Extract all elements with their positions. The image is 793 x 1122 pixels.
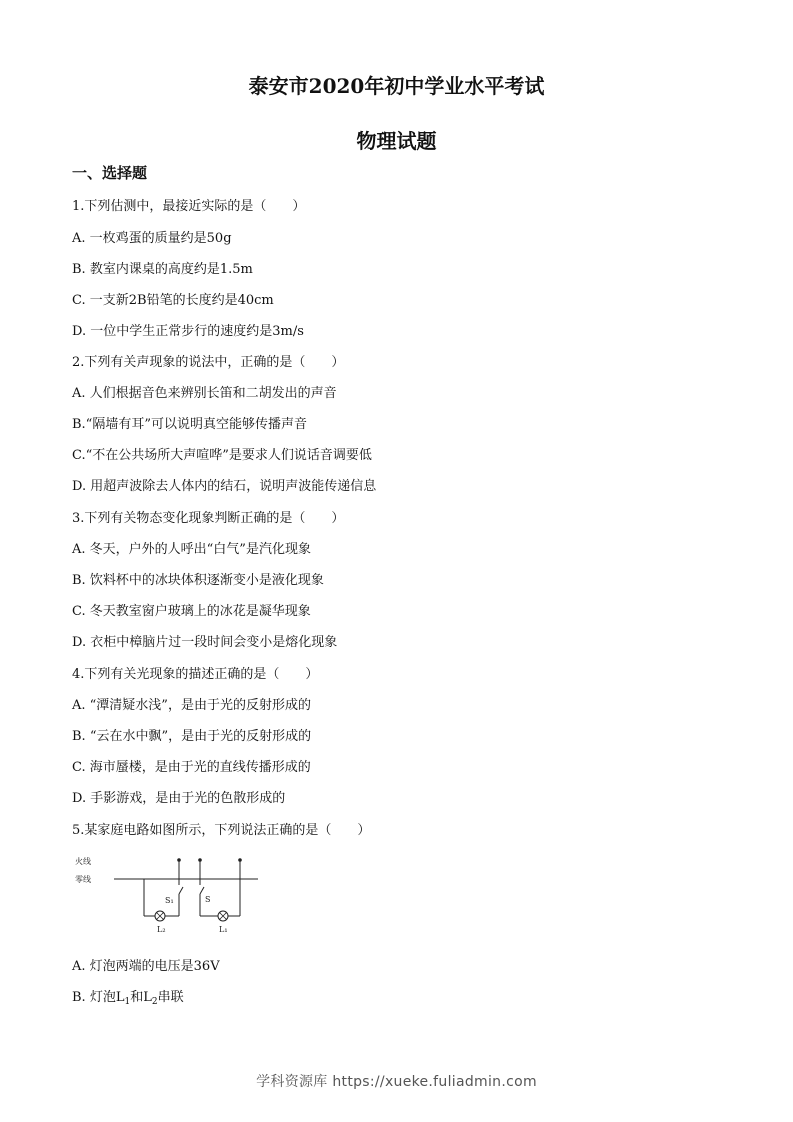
switch-s1-icon [179,887,183,894]
question-4-option-b: B. “云在水中飘”，是由于光的反射形成的 [72,729,312,744]
question-1-option-d: D. 一位中学生正常步行的速度约是3m/s [72,324,304,339]
question-3-option-d: D. 衣柜中樟脑片过一段时间会变小是熔化现象 [72,635,338,650]
fire-wire-label: 火线 [75,857,91,866]
terminal-dot-2 [198,858,202,862]
question-3-option-c: C. 冬天教室窗户玻璃上的冰花是凝华现象 [72,604,311,619]
footer-watermark: 学科资源库 https://xueke.fuliadmin.com [256,1074,537,1090]
document-title: 泰安市2020年初中学业水平考试 [248,74,545,98]
question-2-stem: 2.下列有关声现象的说法中，正确的是（ ） [72,355,345,370]
question-3-stem: 3.下列有关物态变化现象判断正确的是（ ） [72,511,345,526]
question-3-option-a: A. 冬天，户外的人呼出“白气”是汽化现象 [72,542,311,557]
question-4-option-c: C. 海市蜃楼，是由于光的直线传播形成的 [72,760,311,775]
neutral-wire-label: 零线 [75,875,91,884]
switch-s1-label: S₁ [165,896,174,905]
switch-s-icon [200,887,204,894]
lamp-l1-label: L₁ [219,925,228,934]
terminal-dot-1 [177,858,181,862]
question-5-option-a: A. 灯泡两端的电压是36V [72,959,220,974]
question-4-option-d: D. 手影游戏，是由于光的色散形成的 [72,791,286,806]
question-4-stem: 4.下列有关光现象的描述正确的是（ ） [72,667,319,682]
switch-s-label: S [205,895,211,904]
lamp-l2-label: L₂ [157,925,166,934]
question-2-option-b: B.“隔墙有耳”可以说明真空能够传播声音 [72,417,307,432]
question-2-option-a: A. 人们根据音色来辨别长笛和二胡发出的声音 [72,386,337,401]
question-5-stem: 5.某家庭电路如图所示，下列说法正确的是（ ） [72,823,371,838]
question-2-option-c: C.“不在公共场所大声喧哗”是要求人们说话音调要低 [72,448,372,463]
question-4-option-a: A. “潭清疑水浅”，是由于光的反射形成的 [72,698,311,713]
section-heading: 一、选择题 [72,164,148,182]
terminal-dot-3 [238,858,242,862]
question-1-stem: 1.下列估测中，最接近实际的是（ ） [72,199,306,214]
question-3-option-b: B. 饮料杯中的冰块体积逐渐变小是液化现象 [72,573,324,588]
question-1-option-b: B. 教室内课桌的高度约是1.5m [72,262,253,277]
circuit-diagram [72,852,272,942]
question-5-option-b: B. 灯泡$L_1$和$L_2$串联 [72,990,184,1007]
document-subtitle: 物理试题 [356,129,437,153]
question-1-option-c: C. 一支新2B铅笔的长度约是40cm [72,293,274,308]
question-2-option-d: D. 用超声波除去人体内的结石，说明声波能传递信息 [72,479,377,494]
question-1-option-a: A. 一枚鸡蛋的质量约是50g [72,231,232,246]
